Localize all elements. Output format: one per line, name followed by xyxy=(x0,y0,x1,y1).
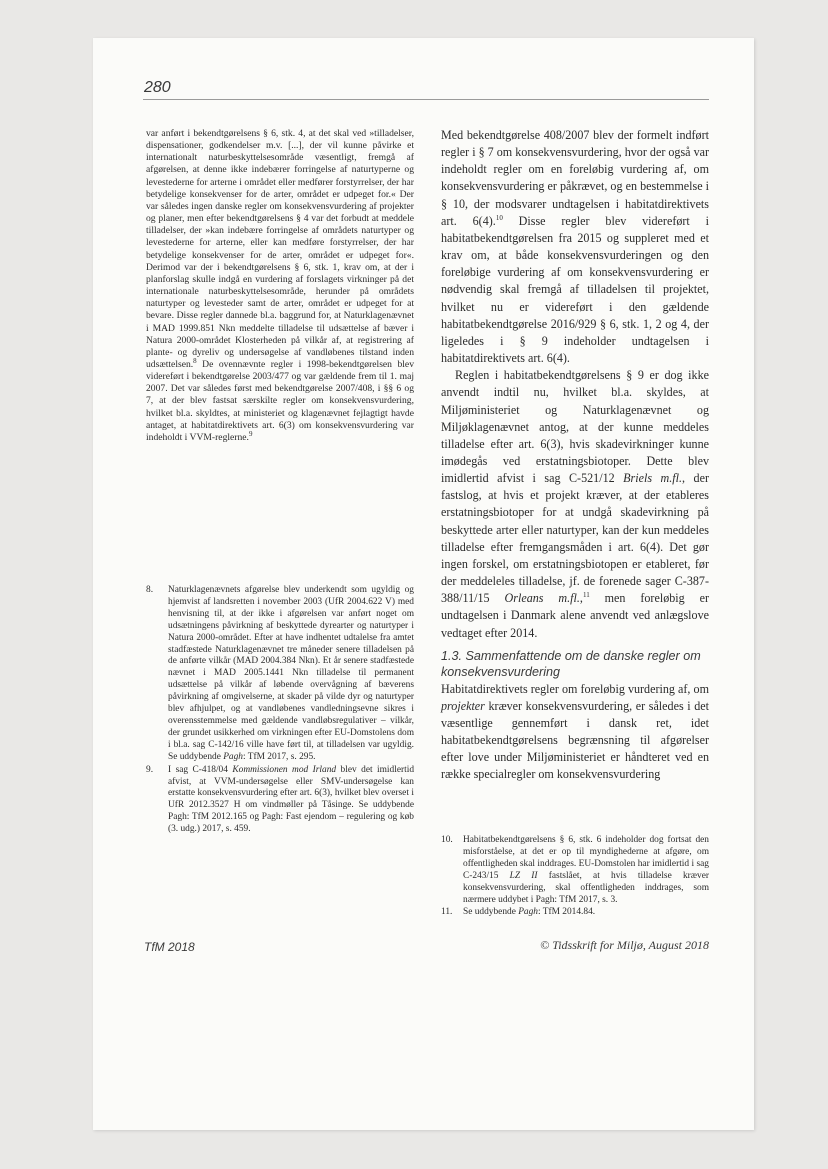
right-paragraph-3: Habitatdirektivets regler om foreløbig vurdering af, om projekter kræver konsekvensvurdering, er således i det væsentlige gennemført i dansk ret, idet habitatbekendtgørelsens begrænsning til afgørelser efter love under Miljøministeriet er håndteret ved en række specialregler om konsekvensvurdering xyxy=(441,681,709,782)
footnote-text: Se uddybende Pagh: TfM 2014.84. xyxy=(463,907,596,918)
footnote-number: 11. xyxy=(441,907,453,918)
header-rule xyxy=(143,99,709,100)
footnote-8 xyxy=(146,585,414,764)
footnote-number: 8. xyxy=(146,585,154,595)
footer-copyright: © Tidsskrift for Miljø, August 2018 xyxy=(540,938,709,952)
footnotes-left xyxy=(146,585,414,837)
footnote-text: Naturklagenævnets afgørelse blev underkendt som ugyldig og hjemvist af landsretten i november 2003 (UfR 2004.622 V) med henvisning til, at der ikke i afgørelsen var anført noget om udsætningens påvirkning af beskyttede dyrearter og naturtyper i Natura 2000-området. Efter at have indhentet udtalelse fra amtet stadfæstede Naturklagenævnet tre måneder senere tilladelsen på de anførte vilkår (MAD 2004.384 Nkn). Et år senere stadfæstede nævnet i MAD 2005.1441 Nkn tilladelse til permanent udsættelse på vilkår af løbende overvågning af bæverens påvirkning af omgivelserne, at skader på vilde dyr og naturtyper blev afhjulpet, og at vandløbenes vandledningsevne sikres i overensstemmelse med gældende vandløbsregulativer – vilkår, der grundet usikkerhed om virkningen efter EU-Domstolens dom i bl.a. sag C-142/16 ville have ført til, at tilladelsen var ugyldig. Se uddybende Pagh: TfM 2017, s. 295. xyxy=(168,585,414,762)
footer-journal: TfM 2018 xyxy=(144,940,195,954)
footnote-10 xyxy=(441,835,709,906)
left-column xyxy=(146,128,414,444)
footnote-number: 10. xyxy=(441,835,453,845)
footnote-ref-10: 10 xyxy=(495,213,503,222)
footnotes-right xyxy=(441,835,709,920)
right-paragraph-2: Reglen i habitatbekendtgørelsens § 9 er dog ikke anvendt indtil nu, hvilket bl.a. skyldes, at Miljøministeriet og Naturklagenævnet og Miljøklagenævnet antog, at der kunne meddeles tilladelse efter art. 6(3), hvis skadevirkninger kunne imødegås ved erstatningsbiotoper. Dette blev imidlertid afvist i sag C-521/12 Briels m.fl., der fastslog, at hvis et projekt kræver, at der etableres erstatningsbiotoper for at undgå skadevirkning på beskyttede arter eller naturtyper, kan der kun meddeles tilladelse efter fremgangsmåden i art. 6(4). Det gør ingen forskel, om erstatningsbiotopen er etableret, før der meddeleles tilladelse, jf. de forenede sager C-387-388/11/15 Orleans m.fl.,$^{11}$ men foreløbig er undtagelsen i Danmark alene anvendt ved anlægslove vedtaget efter 2014. xyxy=(441,368,710,640)
footnote-ref-9: 9 xyxy=(248,429,253,438)
footnote-11 xyxy=(441,907,709,919)
footnote-9 xyxy=(146,765,414,836)
footnote-ref-11: 11 xyxy=(582,591,590,600)
right-column xyxy=(441,127,709,784)
footnote-text: I sag C-418/04 Kommissionen mod Irland blev det imidlertid afvist, at VVM-undersøgelse eller SMV-undersøgelse kan erstatte konsekvensvurdering efter art. 6(3), hvilket blev overset i UfR 2012.3527 H om vindmøller på Tåsinge. Se uddybende Pagh: TfM 2012.165 og Pagh: Fast ejendom – regulering og køb (3. udg.) 2017, s. 459. xyxy=(168,764,415,835)
page-number: 280 xyxy=(144,79,171,96)
right-paragraph-1: Med bekendtgørelse 408/2007 blev der formelt indført regler i § 7 om konsekvensvurdering, hvor der også var indeholdt regler om en foreløbig vurdering af, om konsekvensvurdering er påkrævet, og en bestemmelse i § 10, der modsvarer undtagelsen i habitatdirektivets art. 6(4).$^{10}$ Disse regler blev videreført i habitatbekendtgørelsen fra 2015 og suppleret med et krav om, at både konsekvensvurderingen og den foreløbige vurdering af om konsekvensvurdering er nødvendig skal fremgå af tilladelsen til projektet, hvilket nu er videreført i den gældende habitatbekendtgørelse 2016/929 § 6, stk. 1, 2 og 4, der ligeledes i § 9 indeholder undtagelsen i habitatdirektivets art. 6(4). xyxy=(441,128,710,366)
left-paragraph: var anført i bekendtgørelsens § 6, stk. 4, at det skal ved »tilladelser, dispensationer, godkendelser m.v. [...], der vil kunne påvirke et internationalt naturbeskyttelsesområde væsentligt, fremgå af afgørelsen, at denne ikke indebærer forringelse af naturtyperne og levestederne for arterne i området eller medfører forstyrrelser, der har betydelige konsekvenser for de arter, området er udpeget for.« Der var således ingen danske regler om konsekvensvurdering af projekter og planer, men efter bekendtgørelsens § 4 var det forbudt at meddele tilladelser, der »kan indebære forringelse af områdets naturtyper og levestederne for arterne, eller kan medføre forstyrrelser, der har betydelige konsekvenser for de arter, området er udpeget for«. Derimod var der i bekendtgørelsens § 6, stk. 1, krav om, at der i planforslag skulle indgå en vurdering af forslagets virkninger på det internationale naturbeskyttelsesområde, herunder på områdets naturtyper og levesteder samt de arter, området er udpeget for at bevare. Disse regler dannede bl.a. baggrund for, at Naturklagenævnet i MAD 1999.851 Nkn meddelte tilladelse til udsættelse af bæver i Natura 2000-området Klosterheden på vilkår af, at registrering af plante- og dyreliv og undersøgelse af vandløbenes tilstand inden udsættelsen.$^8$ De ovennævnte regler i 1998-bekendtgørelsen blev videreført i bekendtgørelse 2003/477 og var gældende frem til 1. maj 2007. Det var således først med bekendtgørelse 2007/408, i §§ 6 og 7, at der blev fastsat særskilte regler om konsekvensvurdering, hvilket bl.a. skyldtes, at ministeriet og klagenævnet fejlagtigt havde antaget, at habitatdirektivets art. 6(3) om konsekvensvurdering var indeholdt i VVM-reglerne.$^9$ xyxy=(146,128,414,443)
footnote-ref-8: 8 xyxy=(193,356,197,365)
section-heading: 1.3. Sammenfattende om de danske regler om konsekvensvurdering xyxy=(441,648,701,679)
footnote-text: Habitatbekendtgørelsens § 6, stk. 6 indeholder dog fortsat den misforståelse, at det er op til myndighederne at afgøre, om offentligheden skal inddrages. EU-Domstolen har imidlertid i sag C-243/15 LZ II fastslået, at hvis tilladelse kræver konsekvensvurdering, skal offentligheden inddrages, som nærmere uddybet i Pagh: TfM 2017, s. 3. xyxy=(463,835,709,905)
footnote-number: 9. xyxy=(146,764,154,775)
